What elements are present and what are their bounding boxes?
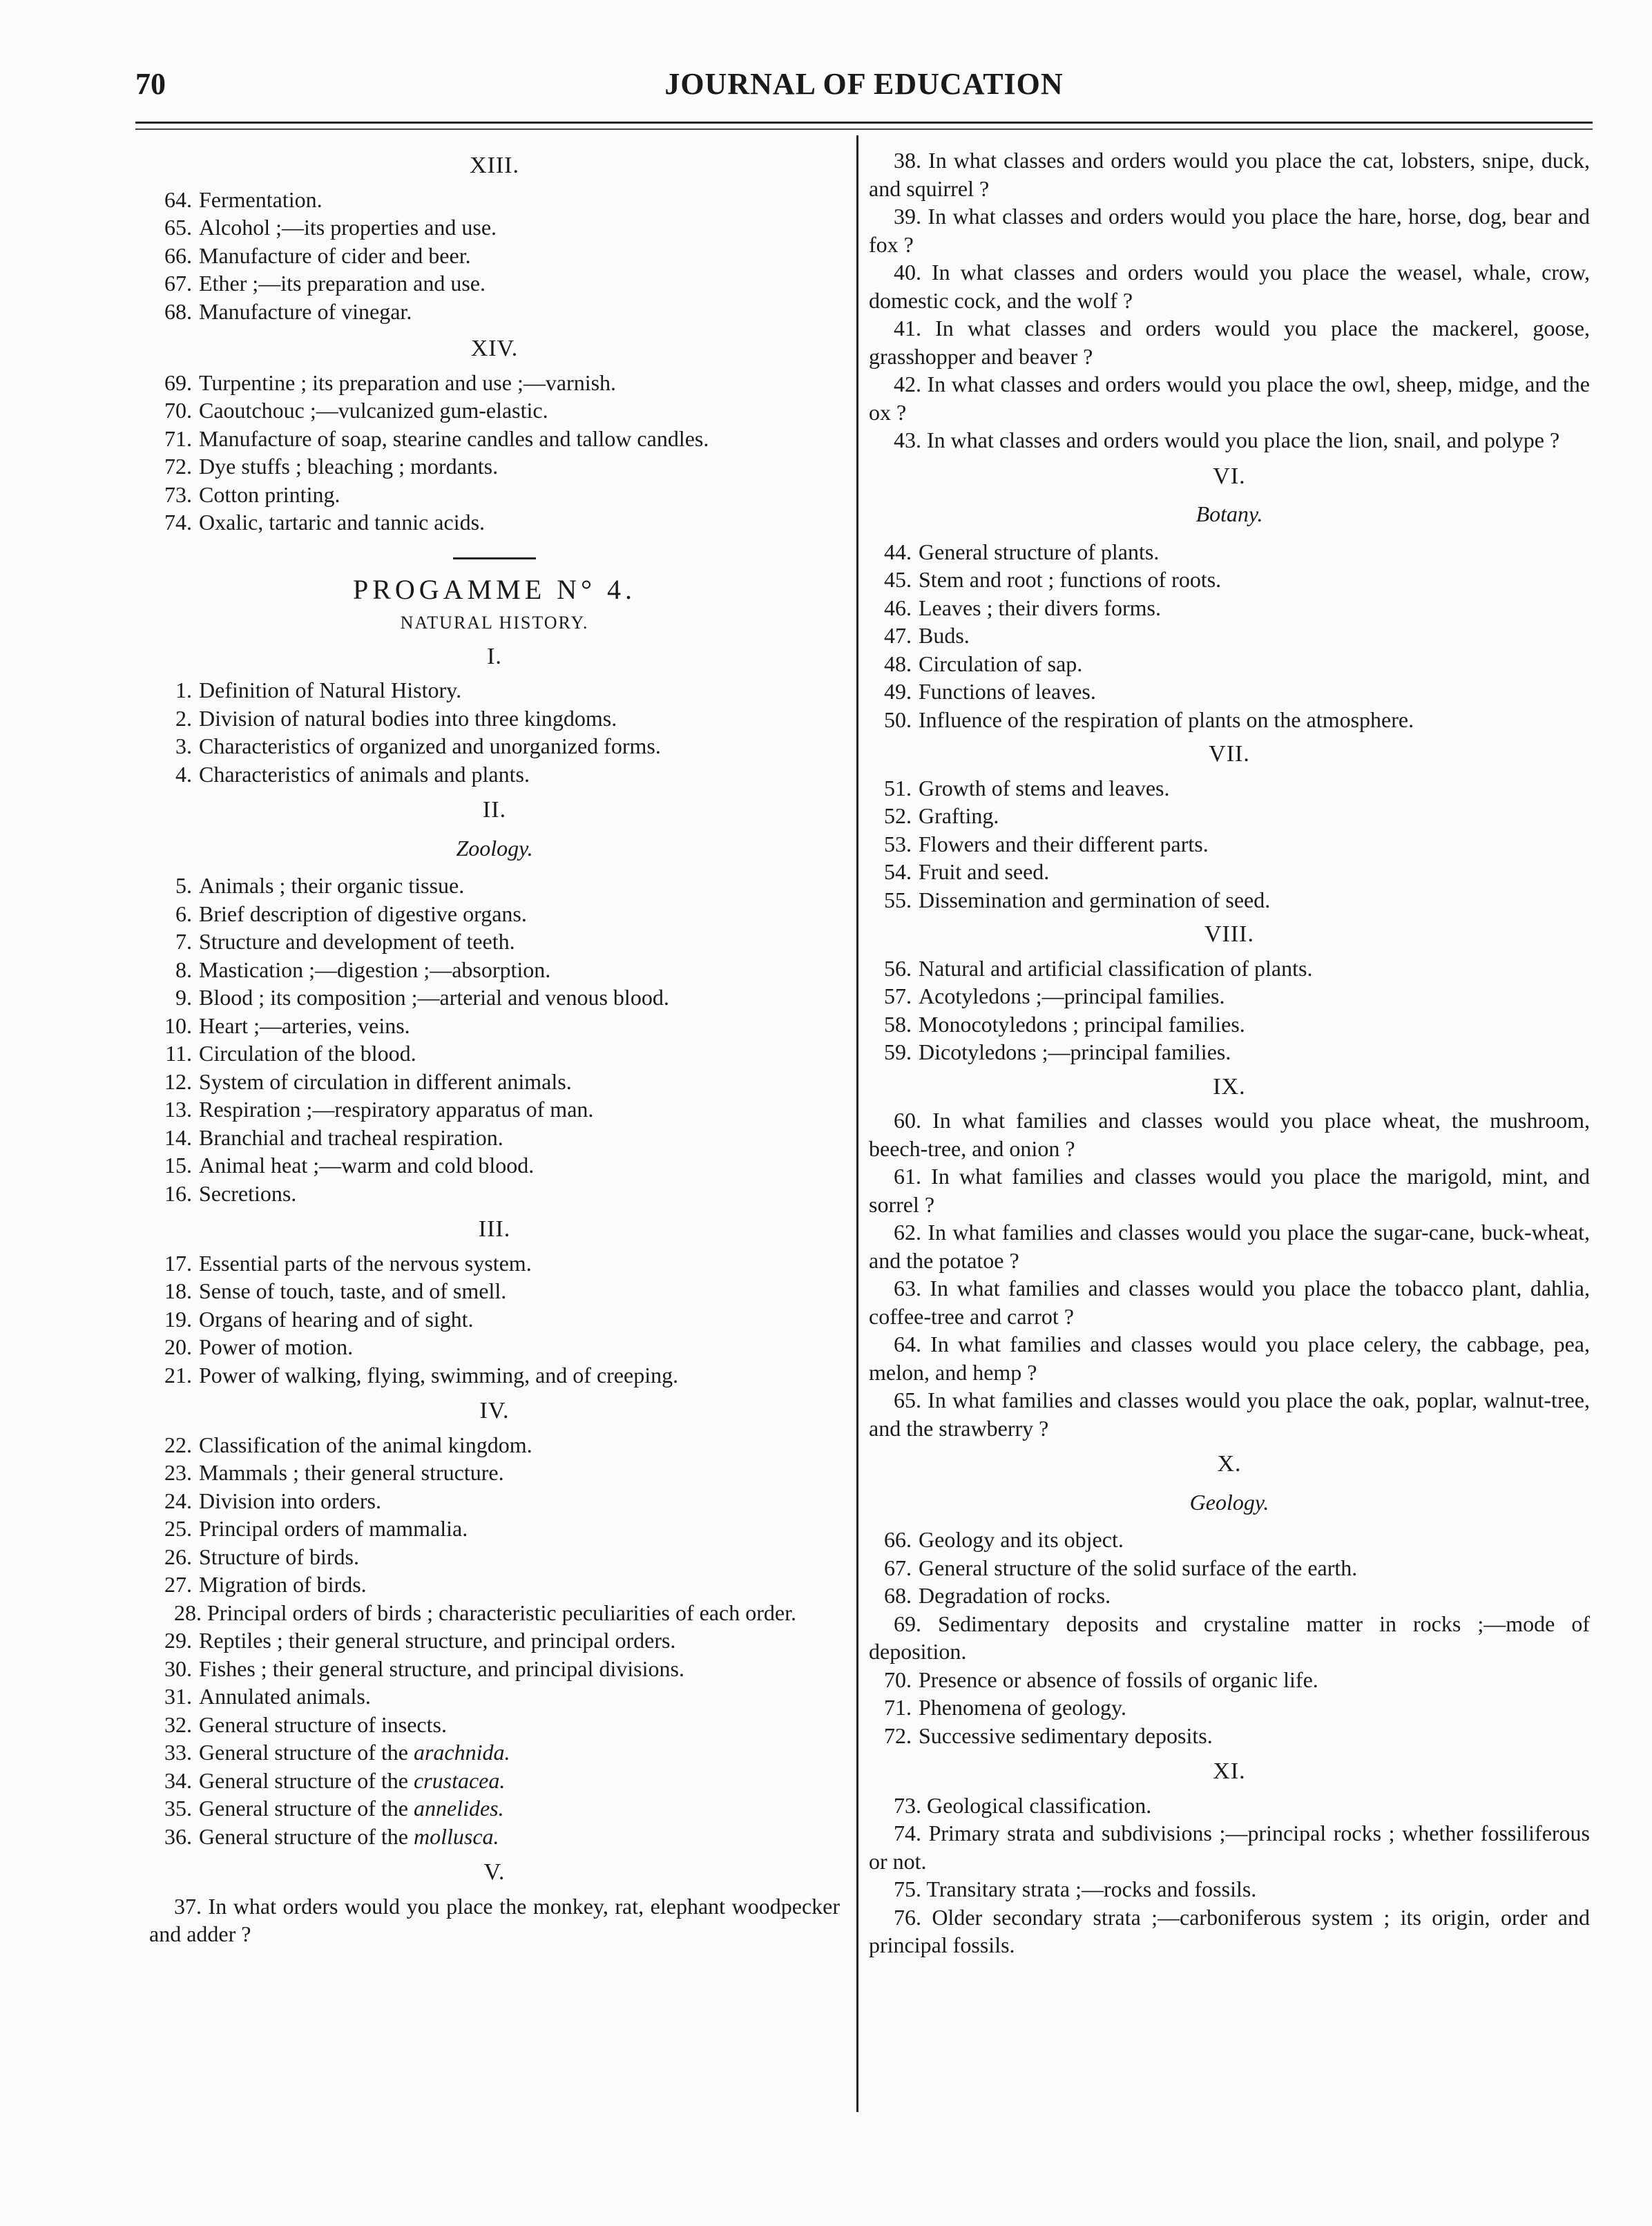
list-item	[869, 830, 1590, 858]
list-item	[149, 732, 840, 760]
list-item	[869, 1582, 1590, 1610]
item-text: Phenomena of geology.	[919, 1695, 1126, 1720]
item-number: 71.	[884, 1695, 912, 1720]
list-item	[149, 1431, 840, 1459]
item-number: 72.	[884, 1723, 912, 1748]
list-item: 62. In what families and classes would you place the sugar-cane, buck-wheat, and the potatoe ?	[869, 1220, 1590, 1273]
list-item	[869, 1038, 1590, 1066]
list-item: 40. In what classes and orders would you place the weasel, whale, crow, domestic cock, and the wolf ?	[869, 260, 1590, 313]
list-item	[869, 1722, 1590, 1750]
list-item	[149, 1655, 840, 1683]
item-number: 65.	[164, 215, 192, 240]
item-number: 29.	[164, 1628, 192, 1653]
item-number: 32.	[164, 1711, 192, 1737]
item-number: 18.	[164, 1278, 192, 1303]
item-number: 68.	[884, 1583, 912, 1608]
item-list	[869, 538, 1590, 734]
list-item: 41. In what classes and orders would you place the mackerel, goose, grasshopper and beaver ?	[869, 316, 1590, 369]
item-text: Stem and root ; functions of roots.	[919, 567, 1222, 592]
list-item	[149, 1305, 840, 1334]
item-list	[149, 186, 840, 326]
list-item: 73. Geological classification.	[894, 1792, 1152, 1818]
list-item: 35. General structure of the annelides.	[164, 1796, 504, 1821]
item-text: Fishes ; their general structure, and principal divisions.	[199, 1656, 684, 1681]
list-item	[869, 858, 1590, 886]
item-number: 74.	[164, 510, 192, 535]
running-head: JOURNAL OF EDUCATION	[664, 67, 1064, 101]
item-number: 52.	[884, 803, 912, 828]
item-number: 45.	[884, 567, 912, 592]
item-text: Essential parts of the nervous system.	[199, 1250, 532, 1276]
list-item	[149, 1333, 840, 1361]
list-item	[869, 538, 1590, 566]
item-text: Fermentation.	[199, 186, 323, 212]
item-number: 72.	[164, 454, 192, 479]
list-item	[149, 1277, 840, 1305]
item-text: Circulation of the blood.	[199, 1041, 416, 1066]
item-number: 56.	[884, 955, 912, 981]
item-number: 59.	[884, 1039, 912, 1064]
item-number: 27.	[164, 1572, 192, 1597]
item-text: Grafting.	[919, 803, 999, 828]
section-heading: V.	[483, 1859, 506, 1885]
item-number: 51.	[884, 775, 912, 800]
list-item	[869, 1554, 1590, 1582]
section-heading: VI.	[1213, 463, 1246, 489]
item-text: Circulation of sap.	[919, 651, 1083, 676]
item-number: 58.	[884, 1011, 912, 1037]
item-text: Manufacture of cider and beer.	[199, 242, 471, 268]
programme-title: PROGAMME N° 4.	[352, 573, 637, 605]
item-number: 26.	[164, 1544, 192, 1569]
item-number: 30.	[164, 1656, 192, 1681]
list-item: 69. Sedimentary deposits and crystaline matter in rocks ;—mode of deposition.	[869, 1611, 1590, 1664]
item-text: Acotyledons ;—principal families.	[919, 984, 1225, 1008]
item-list	[149, 369, 840, 537]
list-item: 74. Primary strata and subdivisions ;—principal rocks ; whether fossiliferous or not.	[869, 1821, 1590, 1874]
list-item	[149, 1012, 840, 1040]
section-rule	[453, 557, 536, 559]
list-item	[149, 1682, 840, 1711]
item-number: 25.	[164, 1516, 192, 1541]
item-number: 55.	[884, 887, 912, 912]
list-item: 33. General structure of the arachnida.	[164, 1740, 510, 1765]
item-number: 48.	[884, 651, 912, 676]
header-rule	[135, 122, 1593, 124]
item-text: Classification of the animal kingdom.	[199, 1432, 532, 1457]
item-number: 49.	[884, 679, 912, 704]
list-item: 76. Older secondary strata ;—carboniferous system ; its origin, order and principal fossils.	[869, 1904, 1590, 1957]
column-divider	[856, 135, 858, 2112]
item-number: 24.	[164, 1488, 192, 1513]
item-number: 31.	[164, 1684, 192, 1709]
item-number: 67.	[884, 1555, 912, 1580]
list-item: 36. General structure of the mollusca.	[164, 1823, 499, 1849]
list-item	[149, 1039, 840, 1068]
list-item	[149, 269, 840, 298]
item-number: 66.	[164, 242, 192, 268]
list-item: 64. In what families and classes would you place celery, the cabbage, pea, melon, and hemp ?	[869, 1332, 1590, 1385]
section-heading: III.	[478, 1216, 511, 1242]
list-item	[869, 1526, 1590, 1554]
list-item: 61. In what families and classes would you place the marigold, mint, and sorrel ?	[869, 1164, 1590, 1217]
item-number: 14.	[164, 1124, 192, 1150]
item-text: Cotton printing.	[199, 481, 340, 507]
item-list	[149, 1431, 840, 1599]
item-list	[869, 1666, 1590, 1750]
list-item	[149, 213, 840, 242]
item-number: 50.	[884, 707, 912, 732]
item-number: 66.	[884, 1527, 912, 1552]
list-item	[149, 242, 840, 270]
item-number: 5.	[175, 873, 192, 898]
item-text: Degradation of rocks.	[919, 1583, 1111, 1608]
section-heading: VIII.	[1204, 921, 1255, 947]
list-item	[149, 676, 840, 704]
list-item	[149, 186, 840, 214]
list-item	[869, 1694, 1590, 1722]
list-item	[149, 1361, 840, 1390]
item-text: General structure of the solid surface of the earth.	[919, 1555, 1358, 1580]
item-text: Fruit and seed.	[919, 859, 1050, 884]
list-item	[149, 956, 840, 984]
section-heading: I.	[487, 643, 502, 669]
item-number: 73.	[164, 481, 192, 507]
section-heading: XIV.	[470, 336, 519, 361]
item-text: Buds.	[919, 623, 970, 648]
item-number: 16.	[164, 1180, 192, 1206]
list-item: 38. In what classes and orders would you place the cat, lobsters, snipe, duck, and squirrel ?	[869, 148, 1590, 201]
list-item	[149, 481, 840, 509]
list-item	[149, 1571, 840, 1599]
item-text: Growth of stems and leaves.	[919, 775, 1170, 800]
item-number: 7.	[175, 929, 192, 954]
list-item	[149, 396, 840, 425]
item-text: Principal orders of mammalia.	[199, 1516, 468, 1541]
item-list	[149, 676, 840, 788]
item-number: 8.	[175, 957, 192, 982]
section-heading: IX.	[1213, 1073, 1246, 1100]
left-column	[149, 146, 840, 1948]
item-number: 67.	[164, 271, 192, 296]
list-item	[149, 452, 840, 481]
list-item	[149, 1627, 840, 1655]
subsection-heading: Geology.	[1189, 1489, 1269, 1515]
item-number: 12.	[164, 1068, 192, 1094]
item-number: 70.	[164, 398, 192, 423]
item-text: Successive sedimentary deposits.	[919, 1723, 1213, 1748]
item-text: Functions of leaves.	[919, 679, 1096, 704]
item-text: Division of natural bodies into three kingdoms.	[199, 705, 617, 731]
list-item: 60. In what families and classes would you place wheat, the mushroom, beech-tree, and onion ?	[869, 1108, 1590, 1161]
item-number: 46.	[884, 595, 912, 620]
item-number: 9.	[175, 985, 192, 1010]
section-heading: XIII.	[469, 153, 520, 178]
item-text: Alcohol ;—its properties and use.	[199, 215, 497, 240]
item-number: 17.	[164, 1250, 192, 1276]
item-number: 71.	[164, 425, 192, 451]
item-text: Definition of Natural History.	[199, 678, 462, 702]
item-list	[869, 774, 1590, 914]
item-list	[149, 872, 840, 1207]
item-text: Geology and its object.	[919, 1527, 1124, 1552]
item-text: Presence or absence of fossils of organic life.	[919, 1667, 1318, 1692]
section-heading: XI.	[1213, 1758, 1246, 1784]
item-text: Oxalic, tartaric and tannic acids.	[199, 510, 486, 535]
item-number: 54.	[884, 859, 912, 884]
page-header	[135, 66, 1593, 108]
list-item	[149, 1124, 840, 1152]
list-item	[149, 298, 840, 326]
item-text: Animals ; their organic tissue.	[199, 873, 465, 898]
list-item: 63. In what families and classes would you place the tobacco plant, dahlia, coffee-tree and carrot ?	[869, 1276, 1590, 1329]
subsection-heading: Zoology.	[456, 835, 533, 861]
item-number: 68.	[164, 298, 192, 324]
list-item	[149, 760, 840, 789]
item-number: 70.	[884, 1667, 912, 1692]
item-list	[869, 954, 1590, 1066]
item-list	[149, 1627, 840, 1738]
item-text: Annulated animals.	[199, 1684, 371, 1709]
item-number: 21.	[164, 1362, 192, 1388]
item-text: Natural and artificial classification of plants.	[919, 955, 1313, 981]
list-item	[869, 706, 1590, 734]
item-number: 6.	[175, 901, 192, 926]
item-text: Influence of the respiration of plants on the atmosphere.	[919, 707, 1414, 732]
item-text: Respiration ;—respiratory apparatus of man.	[199, 1097, 594, 1122]
item-text: Manufacture of soap, stearine candles and tallow candles.	[199, 425, 709, 451]
item-number: 20.	[164, 1334, 192, 1359]
item-text: General structure of insects.	[199, 1711, 447, 1737]
item-number: 22.	[164, 1432, 192, 1457]
item-text: Dye stuffs ; bleaching ; mordants.	[199, 454, 499, 479]
item-text: Branchial and tracheal respiration.	[199, 1124, 503, 1150]
list-item	[869, 982, 1590, 1010]
header-rule-thin	[135, 128, 1593, 130]
item-text: Power of walking, flying, swimming, and of creeping.	[199, 1362, 679, 1388]
item-number: 53.	[884, 831, 912, 856]
list-item	[149, 900, 840, 928]
item-text: Flowers and their different parts.	[919, 831, 1209, 856]
list-item	[149, 1095, 840, 1124]
item-text: Sense of touch, taste, and of smell.	[199, 1278, 507, 1303]
item-number: 3.	[175, 733, 192, 758]
section-heading: VII.	[1209, 741, 1250, 767]
list-item	[149, 1249, 840, 1278]
item-text: Reptiles ; their general structure, and principal orders.	[199, 1628, 676, 1653]
list-item	[149, 928, 840, 956]
item-text: Structure of birds.	[199, 1544, 359, 1569]
item-text: Migration of birds.	[199, 1572, 367, 1597]
list-item	[149, 369, 840, 397]
list-item	[149, 704, 840, 733]
list-item	[149, 1543, 840, 1571]
item-text: Dissemination and germination of seed.	[919, 887, 1271, 912]
item-text: Leaves ; their divers forms.	[919, 595, 1161, 620]
list-item: 43. In what classes and orders would you place the lion, snail, and polype ?	[894, 428, 1560, 452]
right-column	[869, 146, 1590, 1959]
list-item	[149, 1459, 840, 1487]
list-item	[869, 622, 1590, 650]
item-number: 2.	[175, 705, 192, 731]
item-list	[149, 1249, 840, 1390]
item-text: Animal heat ;—warm and cold blood.	[199, 1153, 535, 1178]
item-text: Mammals ; their general structure.	[199, 1460, 504, 1485]
list-item	[869, 774, 1590, 803]
list-item: 39. In what classes and orders would you place the hare, horse, dog, bear and fox ?	[869, 204, 1590, 257]
item-number: 47.	[884, 623, 912, 648]
list-item	[869, 802, 1590, 830]
list-item	[869, 886, 1590, 914]
item-number: 44.	[884, 539, 912, 564]
list-item	[869, 1010, 1590, 1039]
list-item	[149, 1487, 840, 1515]
programme-subtitle: NATURAL HISTORY.	[400, 613, 589, 633]
item-number: 57.	[884, 984, 912, 1008]
item-number: 4.	[175, 761, 192, 787]
item-text: Monocotyledons ; principal families.	[919, 1011, 1245, 1037]
item-number: 13.	[164, 1097, 192, 1122]
item-text: Secretions.	[199, 1180, 297, 1206]
item-number: 23.	[164, 1460, 192, 1485]
list-item	[149, 1515, 840, 1543]
section-heading: IV.	[479, 1398, 510, 1423]
list-item	[149, 1068, 840, 1096]
list-item	[869, 678, 1590, 706]
item-text: Organs of hearing and of sight.	[199, 1306, 474, 1332]
item-text: Mastication ;—digestion ;—absorption.	[199, 957, 551, 982]
item-text: Characteristics of organized and unorganized forms.	[199, 733, 661, 758]
list-item	[149, 1711, 840, 1739]
item-number: 19.	[164, 1306, 192, 1332]
list-item	[149, 1180, 840, 1208]
item-text: Characteristics of animals and plants.	[199, 761, 530, 787]
item-text: Structure and development of teeth.	[199, 929, 515, 954]
list-item: 42. In what classes and orders would you place the owl, sheep, midge, and the ox ?	[869, 372, 1590, 425]
item-text: Manufacture of vinegar.	[199, 298, 412, 324]
item-text: Power of motion.	[199, 1334, 354, 1359]
list-item: 28. Principal orders of birds ; characteristic peculiarities of each order.	[174, 1600, 796, 1625]
item-text: Division into orders.	[199, 1488, 381, 1513]
item-text: General structure of plants.	[919, 539, 1160, 564]
section-heading: II.	[482, 797, 507, 823]
list-item	[149, 425, 840, 453]
list-item: 37. In what orders would you place the monkey, rat, elephant woodpecker and adder ?	[149, 1893, 840, 1946]
item-text: Caoutchouc ;—vulcanized gum-elastic.	[199, 398, 548, 423]
list-item	[149, 508, 840, 537]
item-text: Dicotyledons ;—principal families.	[919, 1039, 1231, 1064]
list-item	[149, 984, 840, 1012]
list-item	[869, 566, 1590, 594]
item-number: 15.	[164, 1153, 192, 1178]
item-text: System of circulation in different animals.	[199, 1068, 572, 1094]
item-number: 10.	[164, 1013, 192, 1038]
section-heading: X.	[1217, 1451, 1242, 1477]
list-item: 75. Transitary strata ;—rocks and fossils.	[894, 1877, 1257, 1901]
list-item: 65. In what families and classes would you place the oak, poplar, walnut-tree, and the strawberry ?	[869, 1388, 1590, 1441]
item-text: Brief description of digestive organs.	[199, 901, 527, 926]
list-item	[869, 954, 1590, 983]
list-item	[149, 1151, 840, 1180]
item-number: 69.	[164, 370, 192, 395]
list-item	[149, 872, 840, 900]
list-item: 34. General structure of the crustacea.	[164, 1767, 506, 1793]
list-item	[869, 650, 1590, 678]
list-item	[869, 1666, 1590, 1694]
item-text: Turpentine ; its preparation and use ;—varnish.	[199, 370, 617, 395]
item-text: Heart ;—arteries, veins.	[199, 1013, 410, 1038]
list-item	[869, 594, 1590, 622]
item-number: 1.	[175, 678, 192, 702]
page-number: 70	[135, 67, 166, 101]
item-text: Ether ;—its preparation and use.	[199, 271, 486, 296]
subsection-heading: Botany.	[1195, 501, 1263, 526]
item-number: 64.	[164, 186, 192, 212]
item-list	[869, 1526, 1590, 1610]
item-number: 11.	[165, 1041, 192, 1066]
item-text: Blood ; its composition ;—arterial and venous blood.	[199, 985, 669, 1010]
